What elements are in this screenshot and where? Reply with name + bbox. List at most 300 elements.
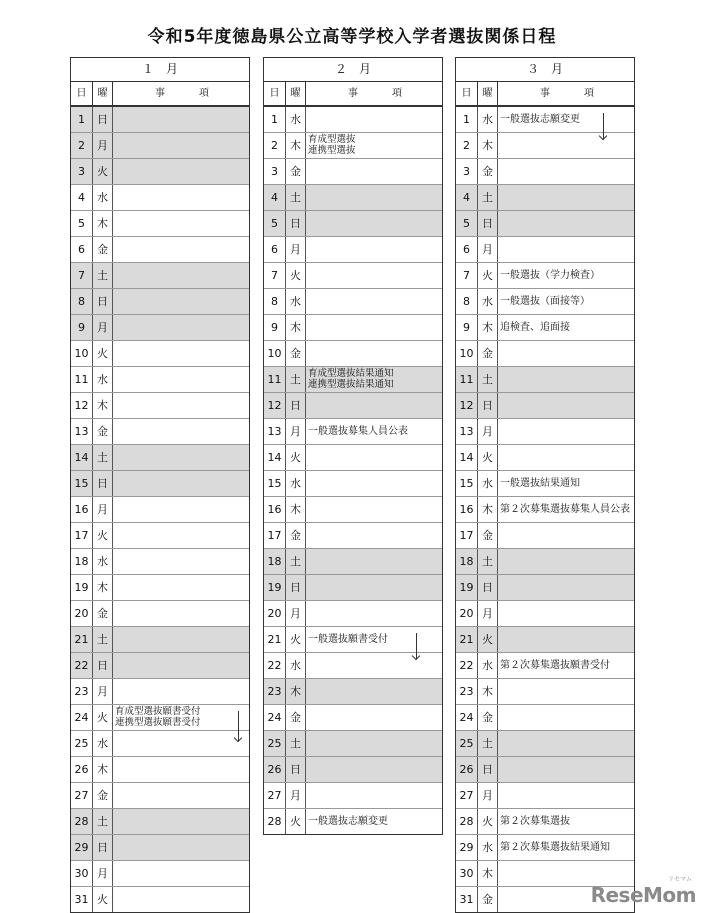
table-row	[456, 575, 634, 601]
day-number: 25	[71, 731, 93, 756]
day-number: 22	[456, 653, 478, 678]
march-table	[455, 57, 635, 913]
day-number: 21	[456, 627, 478, 652]
table-row	[264, 133, 442, 159]
day-number: 10	[456, 341, 478, 366]
event-text: 第２次募集選抜募集人員公表	[500, 504, 630, 515]
weekday: 火	[478, 445, 498, 470]
event-cell	[306, 367, 442, 392]
weekday: 火	[93, 159, 113, 184]
table-row	[456, 471, 634, 497]
weekday-column-header: 曜	[478, 82, 498, 105]
event-cell	[306, 107, 442, 132]
day-number: 16	[456, 497, 478, 522]
day-number: 6	[71, 237, 93, 262]
weekday: 日	[93, 471, 113, 496]
event-cell	[498, 159, 634, 184]
event-cell	[498, 445, 634, 470]
event-cell	[306, 315, 442, 340]
table-row	[264, 263, 442, 289]
event-cell	[113, 835, 249, 860]
event-line: 育成型選抜願書受付	[115, 706, 201, 717]
day-number: 6	[456, 237, 478, 262]
event-cell	[306, 653, 442, 678]
weekday: 金	[93, 419, 113, 444]
table-row	[456, 705, 634, 731]
day-number: 10	[71, 341, 93, 366]
event-cell	[113, 263, 249, 288]
day-number: 26	[264, 757, 286, 782]
table-row	[456, 133, 634, 159]
table-row	[71, 835, 249, 861]
table-row	[71, 159, 249, 185]
table-row	[264, 289, 442, 315]
weekday: 土	[286, 731, 306, 756]
day-number: 7	[71, 263, 93, 288]
day-number: 22	[71, 653, 93, 678]
event-cell	[498, 497, 634, 522]
table-row	[264, 367, 442, 393]
day-number: 15	[456, 471, 478, 496]
table-row	[456, 549, 634, 575]
day-number: 19	[71, 575, 93, 600]
day-number: 1	[264, 107, 286, 132]
day-number: 23	[264, 679, 286, 704]
table-row	[71, 757, 249, 783]
event-cell	[113, 237, 249, 262]
table-row	[264, 445, 442, 471]
table-row	[456, 809, 634, 835]
weekday: 土	[478, 367, 498, 392]
table-row	[71, 237, 249, 263]
day-number: 9	[264, 315, 286, 340]
weekday: 月	[93, 679, 113, 704]
event-cell	[498, 419, 634, 444]
table-row	[71, 887, 249, 912]
weekday: 日	[286, 757, 306, 782]
table-row	[71, 549, 249, 575]
table-row	[71, 861, 249, 887]
weekday: 月	[93, 133, 113, 158]
day-number: 16	[264, 497, 286, 522]
day-number: 20	[456, 601, 478, 626]
weekday: 水	[93, 549, 113, 574]
table-row	[456, 341, 634, 367]
day-number: 9	[456, 315, 478, 340]
event-cell	[498, 809, 634, 834]
day-column-header: 日	[456, 82, 478, 105]
day-number: 19	[456, 575, 478, 600]
event-line: 連携型選抜結果通知	[308, 379, 394, 390]
event-cell	[306, 575, 442, 600]
table-row	[264, 679, 442, 705]
table-row	[71, 497, 249, 523]
table-row	[264, 393, 442, 419]
weekday: 金	[478, 159, 498, 184]
table-row	[456, 289, 634, 315]
weekday: 木	[478, 315, 498, 340]
weekday: 土	[286, 549, 306, 574]
weekday: 木	[478, 861, 498, 886]
day-rows	[71, 107, 249, 912]
day-number: 18	[71, 549, 93, 574]
table-row	[264, 783, 442, 809]
event-cell	[113, 185, 249, 210]
event-text: 一般選抜募集人員公表	[308, 426, 408, 437]
day-number: 13	[71, 419, 93, 444]
table-row	[264, 497, 442, 523]
weekday: 木	[286, 133, 306, 158]
month-header: ３ 月	[456, 58, 634, 82]
table-row	[456, 731, 634, 757]
weekday: 日	[478, 575, 498, 600]
event-cell	[498, 211, 634, 236]
weekday: 木	[93, 393, 113, 418]
resemom-logo: ReseMom	[590, 883, 696, 907]
table-row	[456, 497, 634, 523]
day-number: 1	[456, 107, 478, 132]
day-number: 2	[71, 133, 93, 158]
weekday: 土	[93, 445, 113, 470]
event-text: 第２次募集選抜願書受付	[500, 660, 610, 671]
weekday: 火	[93, 341, 113, 366]
table-row	[456, 211, 634, 237]
day-number: 12	[456, 393, 478, 418]
day-number: 11	[71, 367, 93, 392]
day-number: 30	[456, 861, 478, 886]
day-number: 28	[456, 809, 478, 834]
event-cell	[113, 211, 249, 236]
weekday: 木	[93, 211, 113, 236]
event-text: 第２次募集選抜	[500, 816, 570, 827]
event-cell	[306, 341, 442, 366]
table-row	[456, 237, 634, 263]
event-cell	[113, 575, 249, 600]
weekday: 火	[93, 887, 113, 912]
weekday: 水	[478, 471, 498, 496]
event-cell	[498, 523, 634, 548]
weekday: 木	[286, 497, 306, 522]
day-number: 14	[264, 445, 286, 470]
day-number: 15	[264, 471, 286, 496]
column-header	[456, 82, 634, 107]
day-number: 19	[264, 575, 286, 600]
event-cell	[498, 575, 634, 600]
event-cell	[113, 783, 249, 808]
page-title: 令和5年度徳島県公立高等学校入学者選抜関係日程	[147, 27, 557, 47]
event-cell	[113, 731, 249, 756]
day-number: 15	[71, 471, 93, 496]
weekday: 火	[286, 263, 306, 288]
weekday: 月	[286, 783, 306, 808]
event-cell	[113, 341, 249, 366]
event-cell	[306, 237, 442, 262]
table-row	[264, 315, 442, 341]
event-cell	[113, 289, 249, 314]
table-row	[71, 393, 249, 419]
day-number: 13	[264, 419, 286, 444]
weekday: 土	[286, 367, 306, 392]
table-row	[71, 783, 249, 809]
weekday: 金	[478, 705, 498, 730]
event-cell	[306, 549, 442, 574]
day-number: 12	[71, 393, 93, 418]
event-cell	[113, 705, 249, 730]
table-row	[456, 653, 634, 679]
weekday: 金	[286, 341, 306, 366]
event-cell	[498, 705, 634, 730]
day-number: 4	[264, 185, 286, 210]
table-row	[71, 341, 249, 367]
logo-subtext: リセマム	[668, 876, 692, 883]
day-number: 5	[456, 211, 478, 236]
table-row	[71, 731, 249, 757]
event-cell	[306, 133, 442, 158]
event-cell	[306, 783, 442, 808]
day-number: 7	[456, 263, 478, 288]
day-number: 23	[456, 679, 478, 704]
weekday: 日	[93, 835, 113, 860]
weekday: 土	[93, 627, 113, 652]
weekday: 火	[286, 445, 306, 470]
column-header	[264, 82, 442, 107]
weekday: 火	[478, 263, 498, 288]
event-cell	[498, 107, 634, 132]
event-cell	[113, 549, 249, 574]
event-cell	[306, 471, 442, 496]
event-cell	[306, 185, 442, 210]
event-cell	[306, 497, 442, 522]
table-row	[264, 237, 442, 263]
day-number: 2	[264, 133, 286, 158]
day-number: 20	[71, 601, 93, 626]
january-table	[70, 57, 250, 913]
event-cell	[306, 419, 442, 444]
weekday: 水	[478, 289, 498, 314]
weekday: 金	[93, 783, 113, 808]
day-number: 20	[264, 601, 286, 626]
weekday: 日	[286, 393, 306, 418]
weekday: 火	[93, 705, 113, 730]
table-row	[71, 523, 249, 549]
day-number: 23	[71, 679, 93, 704]
day-number: 24	[71, 705, 93, 730]
day-number: 31	[71, 887, 93, 912]
event-cell	[306, 627, 442, 652]
table-row	[71, 627, 249, 653]
weekday: 日	[286, 575, 306, 600]
event-cell	[498, 237, 634, 262]
event-cell	[306, 289, 442, 314]
event-cell	[306, 809, 442, 834]
weekday: 月	[93, 315, 113, 340]
day-number: 21	[264, 627, 286, 652]
event-cell	[113, 471, 249, 496]
event-cell	[498, 627, 634, 652]
table-row	[456, 627, 634, 653]
day-number: 9	[71, 315, 93, 340]
event-line: 育成型選抜結果通知	[308, 368, 394, 379]
day-number: 5	[71, 211, 93, 236]
table-row	[456, 523, 634, 549]
event-cell	[113, 107, 249, 132]
event-cell	[306, 679, 442, 704]
weekday: 金	[286, 705, 306, 730]
event-cell	[113, 887, 249, 912]
month-header: １ 月	[71, 58, 249, 82]
weekday: 火	[478, 809, 498, 834]
day-number: 17	[456, 523, 478, 548]
day-number: 8	[456, 289, 478, 314]
event-cell	[113, 679, 249, 704]
day-number: 14	[71, 445, 93, 470]
event-cell	[113, 809, 249, 834]
table-row	[71, 367, 249, 393]
event-column-header: 事項	[155, 88, 243, 99]
event-text: 一般選抜結果通知	[500, 478, 580, 489]
day-number: 18	[264, 549, 286, 574]
day-rows	[456, 107, 634, 912]
day-number: 27	[71, 783, 93, 808]
day-number: 7	[264, 263, 286, 288]
table-row	[71, 601, 249, 627]
event-cell	[498, 315, 634, 340]
event-cell	[498, 263, 634, 288]
month-header: ２ 月	[264, 58, 442, 82]
day-number: 27	[456, 783, 478, 808]
table-row	[264, 471, 442, 497]
day-number: 4	[71, 185, 93, 210]
weekday: 木	[286, 679, 306, 704]
day-number: 3	[456, 159, 478, 184]
event-cell	[113, 133, 249, 158]
event-cell	[113, 393, 249, 418]
event-cell	[498, 133, 634, 158]
day-number: 13	[456, 419, 478, 444]
weekday: 金	[478, 523, 498, 548]
event-column-header: 事項	[540, 88, 628, 99]
weekday: 火	[478, 627, 498, 652]
weekday: 日	[93, 107, 113, 132]
table-row	[264, 757, 442, 783]
table-row	[264, 211, 442, 237]
table-row	[71, 315, 249, 341]
day-number: 2	[456, 133, 478, 158]
february-table	[263, 57, 443, 835]
weekday: 月	[478, 601, 498, 626]
event-cell	[498, 731, 634, 756]
event-text: 一般選抜願書受付	[308, 634, 388, 645]
event-cell	[498, 757, 634, 782]
event-cell	[113, 653, 249, 678]
day-number: 24	[264, 705, 286, 730]
table-row	[456, 159, 634, 185]
table-row	[456, 185, 634, 211]
weekday: 月	[478, 237, 498, 262]
day-number: 8	[264, 289, 286, 314]
event-cell	[306, 731, 442, 756]
weekday: 土	[93, 809, 113, 834]
event-cell	[113, 159, 249, 184]
event-cell	[113, 367, 249, 392]
weekday-column-header: 曜	[286, 82, 306, 105]
table-row	[71, 263, 249, 289]
table-row	[264, 627, 442, 653]
table-row	[71, 471, 249, 497]
weekday: 金	[93, 237, 113, 262]
day-number: 28	[264, 809, 286, 834]
weekday: 水	[286, 289, 306, 314]
day-number: 16	[71, 497, 93, 522]
event-text: 第２次募集選抜結果通知	[500, 842, 610, 853]
event-cell	[498, 653, 634, 678]
table-row	[71, 445, 249, 471]
day-number: 27	[264, 783, 286, 808]
weekday: 水	[93, 185, 113, 210]
table-row	[264, 809, 442, 834]
event-cell	[498, 289, 634, 314]
day-number: 25	[456, 731, 478, 756]
day-number: 6	[264, 237, 286, 262]
day-number: 29	[71, 835, 93, 860]
weekday: 日	[478, 393, 498, 418]
event-cell	[113, 315, 249, 340]
weekday: 日	[93, 653, 113, 678]
table-row	[71, 185, 249, 211]
weekday: 水	[286, 653, 306, 678]
weekday: 月	[286, 419, 306, 444]
weekday: 月	[478, 783, 498, 808]
table-row	[456, 315, 634, 341]
weekday: 金	[286, 523, 306, 548]
weekday: 月	[286, 601, 306, 626]
day-number: 21	[71, 627, 93, 652]
weekday: 木	[93, 575, 113, 600]
weekday: 土	[478, 731, 498, 756]
weekday: 水	[478, 107, 498, 132]
table-row	[456, 835, 634, 861]
weekday: 水	[478, 653, 498, 678]
weekday: 水	[286, 471, 306, 496]
event-cell	[113, 601, 249, 626]
weekday: 土	[93, 263, 113, 288]
weekday: 水	[93, 367, 113, 392]
weekday: 日	[478, 757, 498, 782]
event-text: 一般選抜（学力検査）	[500, 270, 600, 281]
event-cell	[113, 445, 249, 470]
day-number: 3	[71, 159, 93, 184]
weekday: 土	[478, 549, 498, 574]
weekday: 日	[478, 211, 498, 236]
event-cell	[498, 835, 634, 860]
event-cell	[306, 263, 442, 288]
table-row	[71, 289, 249, 315]
table-row	[264, 705, 442, 731]
weekday: 木	[286, 315, 306, 340]
day-number: 14	[456, 445, 478, 470]
day-number: 8	[71, 289, 93, 314]
event-cell	[113, 861, 249, 886]
table-row	[71, 809, 249, 835]
table-row	[264, 107, 442, 133]
table-row	[456, 783, 634, 809]
event-text: 一般選抜志願変更	[308, 816, 388, 827]
weekday: 木	[93, 757, 113, 782]
table-row	[71, 133, 249, 159]
event-cell	[306, 523, 442, 548]
day-number: 1	[71, 107, 93, 132]
day-number: 12	[264, 393, 286, 418]
